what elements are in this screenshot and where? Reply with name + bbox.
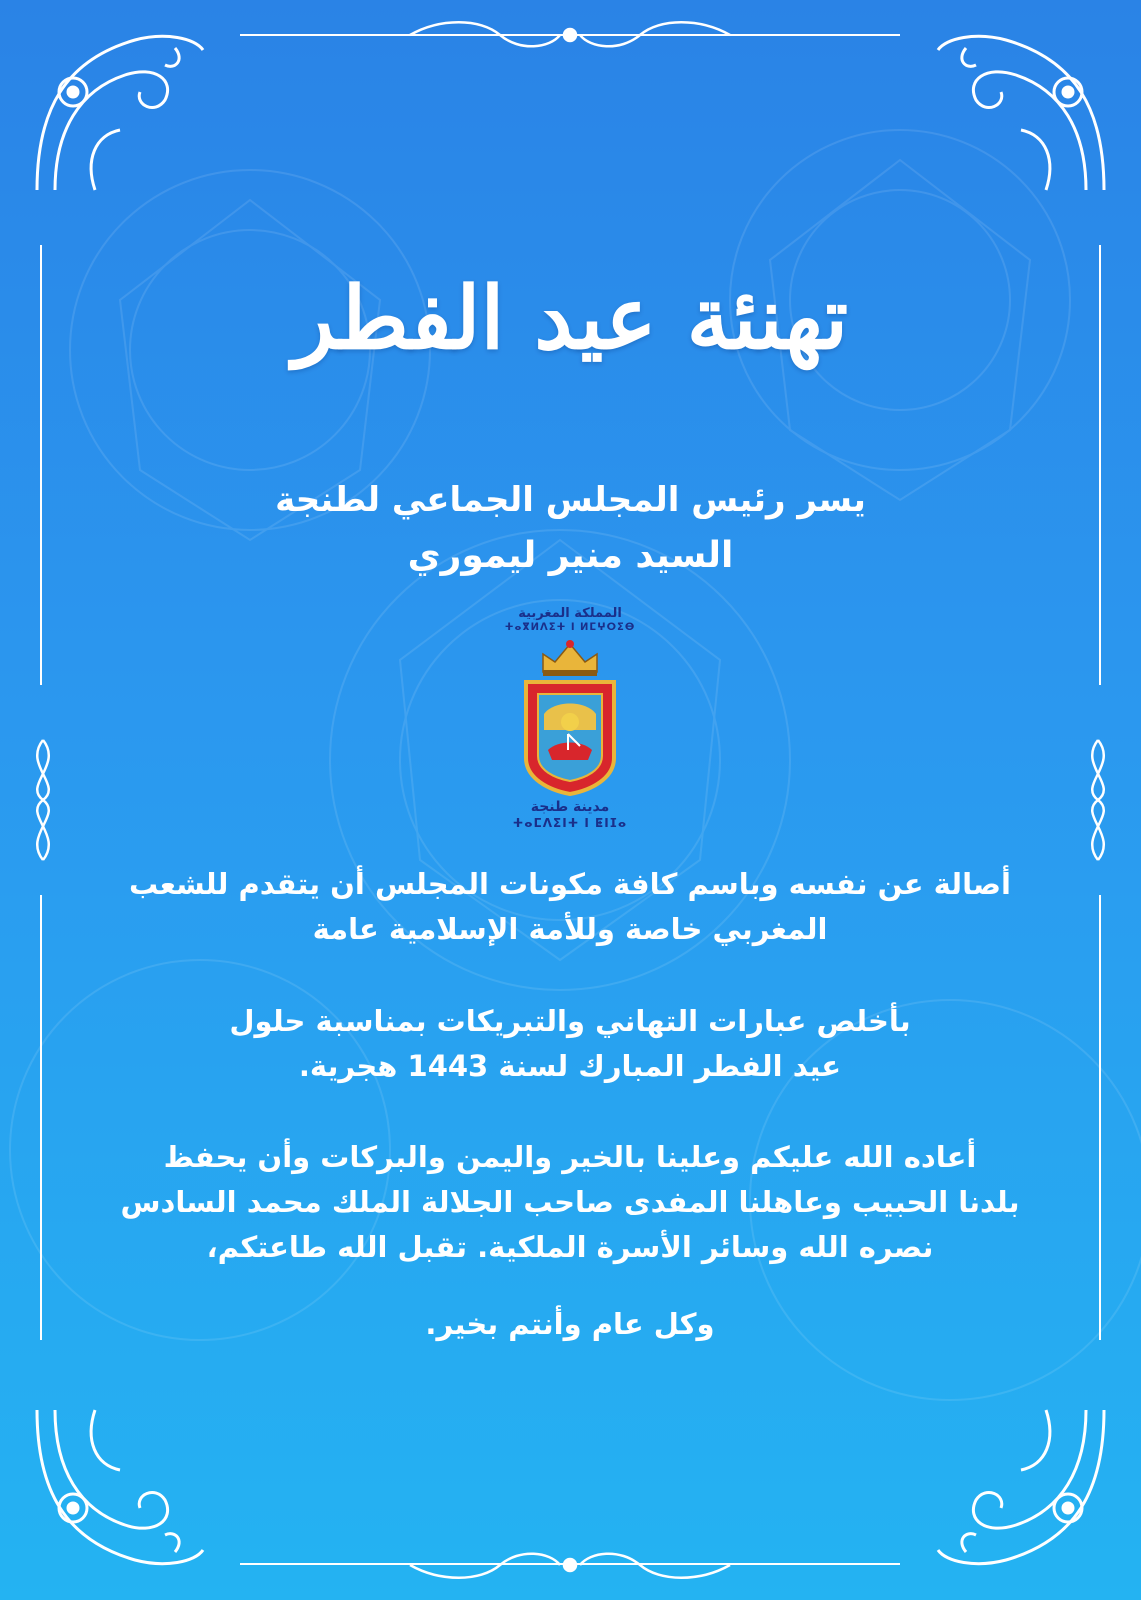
emblem-shield-icon — [522, 678, 618, 798]
message-paragraph — [70, 862, 1070, 952]
message-paragraph — [70, 999, 1070, 1089]
emblem-city-tifinagh: ⵜⴰⵎⴷⵉⵏⵜ ⵏ ⵟⵏⵊⴰ — [512, 816, 628, 830]
emblem-kingdom-tifinagh: ⵜⴰⴳⵍⴷⵉⵜ ⵏ ⵍⵎⵖⵔⵉⴱ — [504, 622, 636, 633]
closing-line — [70, 1302, 1070, 1347]
emblem-city-label: مدينة طنجة — [530, 799, 610, 815]
border-scroll-icon — [1073, 735, 1123, 865]
card-title: تهنئة عيد الفطر — [292, 268, 849, 369]
message-line: أصالة عن نفسه وباسم كافة مكونات المجلس أن يتقدم للشعب — [129, 867, 1011, 901]
intro-line: يسر رئيس المجلس الجماعي لطنجة — [275, 480, 866, 520]
message-line: عيد الفطر المبارك لسنة 1443 هجرية. — [298, 1049, 842, 1083]
president-name: السيد منير ليموري — [407, 535, 734, 576]
border-scroll-icon — [18, 735, 68, 865]
frame-line-left-bottom — [40, 895, 42, 1340]
corner-flourish-icon — [931, 20, 1116, 200]
corner-flourish-icon — [25, 1400, 210, 1580]
message-line: نصره الله وسائر الأسرة الملكية. تقبل الله طاعتكم، — [206, 1230, 934, 1264]
message-line: المغربي خاصة وللأمة الإسلامية عامة — [312, 912, 828, 946]
message-line: أعاده الله عليكم وعلينا بالخير واليمن والبركات وأن يحفظ — [163, 1140, 977, 1174]
corner-flourish-icon — [931, 1400, 1116, 1580]
message-paragraph — [70, 1135, 1070, 1270]
border-scroll-icon — [400, 1548, 740, 1582]
frame-line-right-bottom — [1099, 895, 1101, 1340]
message-line: بلدنا الحبيب وعاهلنا المفدى صاحب الجلالة الملك محمد السادس — [120, 1185, 1020, 1219]
tangier-emblem — [500, 606, 640, 846]
message-line: بأخلص عبارات التهاني والتبريكات بمناسبة حلول — [229, 1004, 911, 1038]
emblem-kingdom-label: المملكة المغربية — [518, 606, 622, 621]
emblem-crown-icon — [535, 638, 605, 678]
message-line: وكل عام وأنتم بخير. — [425, 1307, 715, 1341]
border-scroll-icon — [400, 18, 740, 52]
corner-flourish-icon — [25, 20, 210, 200]
